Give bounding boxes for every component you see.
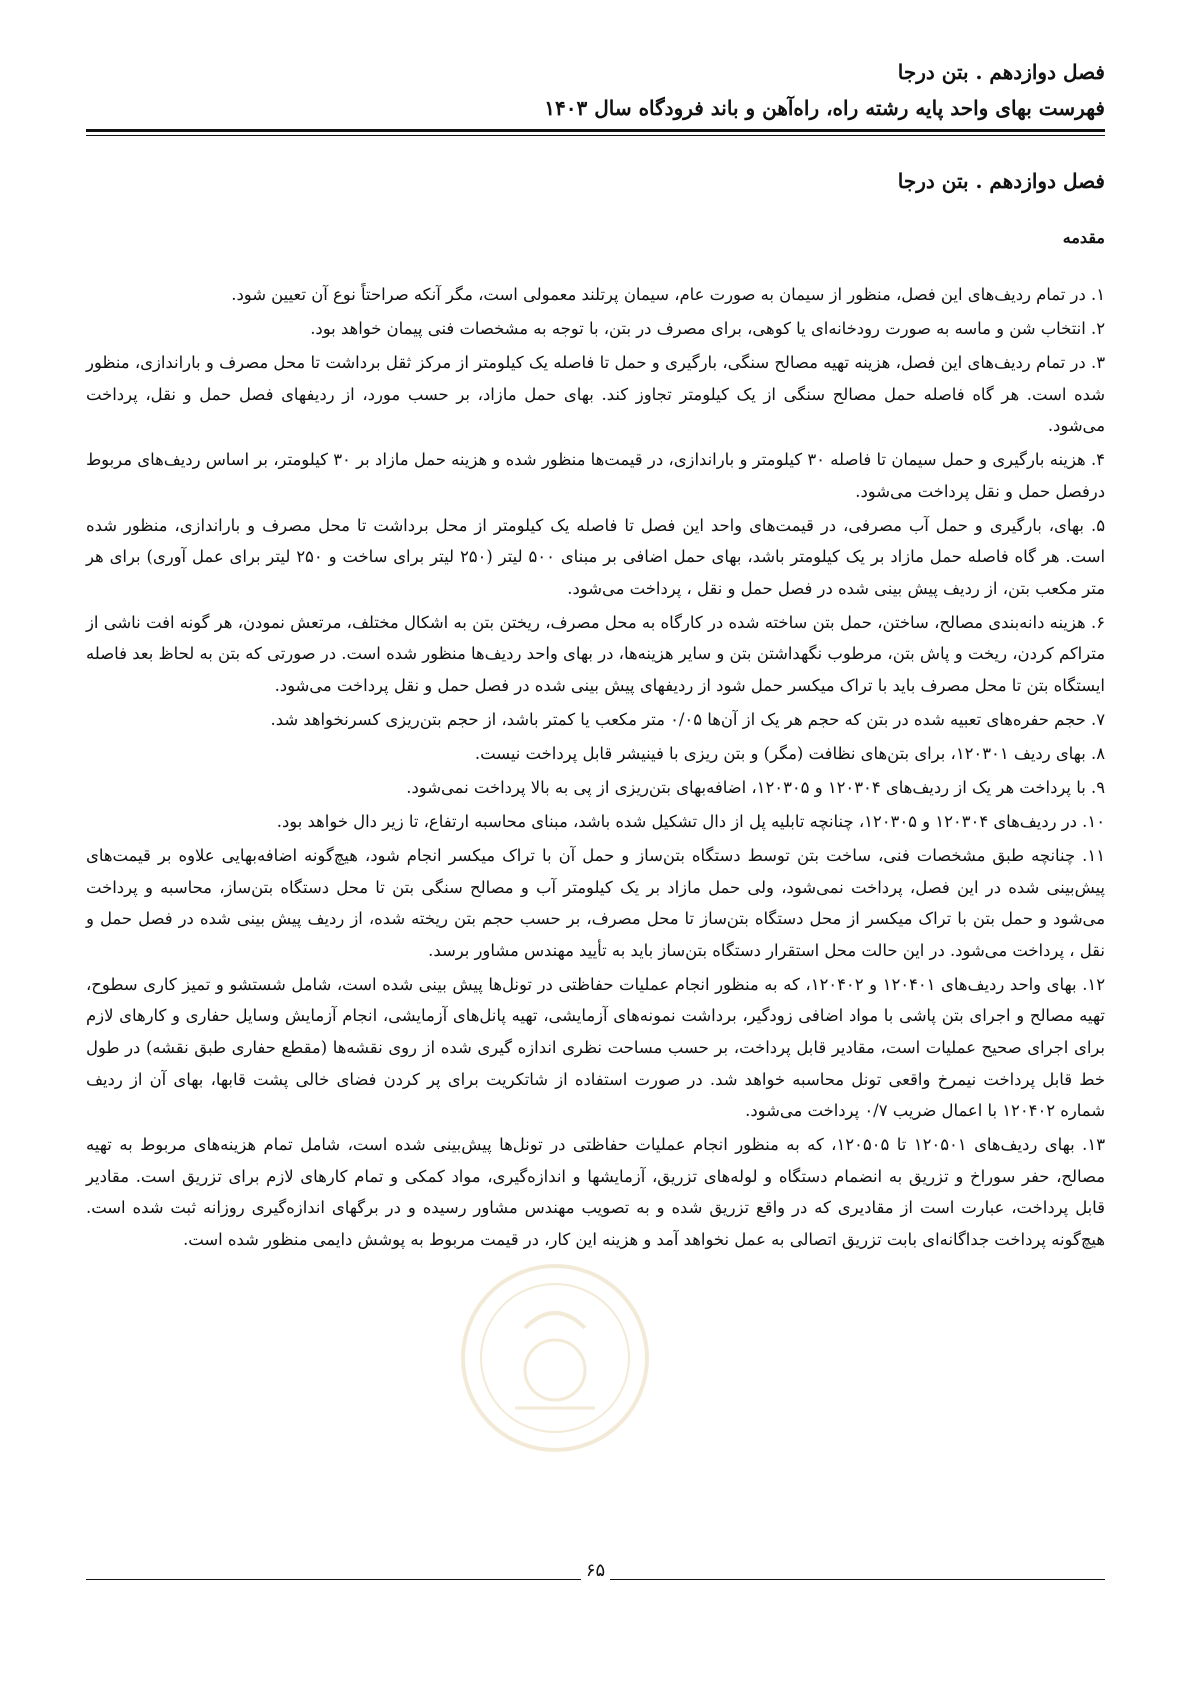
chapter-title: فصل دوازدهم . بتن درجا <box>897 169 1105 193</box>
paragraph-1: ۱. در تمام ردیف‌های این فصل، منظور از سیمان به صورت عام، سیمان پرتلند معمولی است، مگر آنکه صراحتاً نوع آن تعیین شود. <box>231 285 1105 304</box>
paragraph-10: ۱۰. در ردیف‌های ۱۲۰۳۰۴ و ۱۲۰۳۰۵، چنانچه تابلیه پل از دال تشکیل شده باشد، مبنای محاسبه ارتفاع، تا زیر دال خواهد بود. <box>276 812 1105 832</box>
running-header-catalog: فهرست بهای واحد پایه رشته راه، راه‌آهن و باند فرودگاه سال ۱۴۰۳ <box>544 96 1105 120</box>
header-rule-thick <box>86 129 1105 132</box>
running-header-chapter: فصل دوازدهم . بتن درجا <box>897 60 1105 84</box>
page-footer <box>86 1560 1105 1590</box>
body-text <box>86 279 1105 1258</box>
page-number: ۶۵ <box>585 1560 606 1581</box>
paragraph-12: ۱۲. بهای واحد ردیف‌های ۱۲۰۴۰۱ و ۱۲۰۴۰۲، که به منظور انجام عملیات حفاظتی در تونل‌ها پیش بینی شده است، شامل شستشو و تمیز کاری سطوح، تهیه مصالح و اجرای بتن پاشی با مواد اضافی زودگیر، برداشت نمونه‌های آزمایشی، تهیه پانل‌های آزمایشی، انجام آزمایش وسایل حفاری و کارهای لازم برای اجرای صحیح عملیات است، مقادیر قابل پرداخت، بر حسب مساحت نظری اندازه گیری شده از روی نقشه‌ها (مقطع حفاری طبق نقشه) در طول خط قابل پرداخت نیمرخ واقعی تونل محاسبه خواهد شد. در صورت استفاده از شاتکریت برای پر کردن فضای خالی پشت قابها، بهای آن از ردیف شماره ۱۲۰۴۰۲ با اعمال ضریب ۰/۷ پرداخت می‌شود. <box>86 974 1106 1121</box>
paragraph-8: ۸. بهای ردیف ۱۲۰۳۰۱، برای بتن‌های نظافت (مگر) و بتن ریزی با فینیشر قابل پرداخت نیست. <box>474 744 1105 764</box>
header-rule-thin <box>86 135 1105 136</box>
section-heading-introduction: مقدمه <box>1062 228 1105 247</box>
paragraph-11: ۱۱. چنانچه طبق مشخصات فنی، ساخت بتن توسط دستگاه بتن‌ساز و حمل آن با تراک میکسر انجام شود، هیچ‌گونه اضافه‌بهایی علاوه بر قیمت‌های پیش‌بینی شده در این فصل، پرداخت نمی‌شود، ولی حمل مازاد بر یک کیلومتر آب و مصالح سنگی بتن تا محل دستگاه بتن‌ساز، محاسبه و پرداخت می‌شود و حمل بتن با تراک میکسر از محل دستگاه بتن‌ساز تا محل مصرف، بر حسب حجم بتن ریخته شده، از ردیف پیش بینی شده در فصل حمل و نقل ، پرداخت می‌شود. در این حالت محل استقرار دستگاه بتن‌ساز باید به تأیید مهندس مشاور برسد. <box>86 846 1105 960</box>
paragraph-3: ۳. در تمام ردیف‌های این فصل، هزینه تهیه مصالح سنگی، بارگیری و حمل تا فاصله یک کیلومتر از مرکز ثقل برداشت تا محل مصرف و باراندازی، منظور شده است. هر گاه فاصله حمل مصالح سنگی از یک کیلومتر تجاوز کند. بهای حمل مازاد، بر حسب مورد، از ردیفهای فصل حمل و نقل، پرداخت می‌شود. <box>86 352 1105 436</box>
footer-rule-left <box>86 1579 581 1580</box>
paragraph-7: ۷. حجم حفره‌های تعبیه شده در بتن که حجم هر یک از آن‌ها ۰/۰۵ متر مکعب یا کمتر باشد، از حجم بتن‌ریزی کسرنخواهد شد. <box>270 710 1105 730</box>
paragraph-4: ۴. هزینه بارگیری و حمل سیمان تا فاصله ۳۰ کیلومتر و باراندازی، در قیمت‌ها منظور شده و هزینه حمل مازاد بر ۳۰ کیلومتر، بر اساس ردیف‌های مربوط درفصل حمل و نقل پرداخت می‌شود. <box>86 450 1105 501</box>
paragraph-13: ۱۳. بهای ردیف‌های ۱۲۰۵۰۱ تا ۱۲۰۵۰۵، که به منظور انجام عملیات حفاظتی در تونل‌ها پیش‌بینی شده است، شامل تمام هزینه‌های مربوط به تهیه مصالح، حفر سوراخ و تزریق به انضمام دستگاه و لوله‌های تزریق، آزمایشها و اندازه‌گیری، مواد کمکی و تمام کارهای لازم برای تزریق است. مقادیر قابل پرداخت، عبارت است از مقادیری که در واقع تزریق شده و به تصویب مهندس مشاور رسیده و در برگهای اندازه‌گیری روزانه ثبت شده است. هیچ‌گونه پرداخت جداگانه‌ای بابت تزریق اتصالی به عمل نخواهد آمد و هزینه این کار، در قیمت مربوط به پوشش دایمی منظور شده است. <box>86 1135 1105 1249</box>
paragraph-5: ۵. بهای، بارگیری و حمل آب مصرفی، در قیمت‌های واحد این فصل تا فاصله یک کیلومتر از محل برداشت تا محل مصرف و باراندازی، منظور شده است. هر گاه فاصله حمل مازاد بر یک کیلومتر باشد، بهای حمل اضافی بر مبنای ۵۰۰ لیتر (۲۵۰ لیتر برای ساخت و ۲۵۰ لیتر برای عمل آوری) برای هر متر مکعب بتن، از ردیف پیش بینی شده در فصل حمل و نقل ، پرداخت می‌شود. <box>86 515 1106 598</box>
paragraph-2: ۲. انتخاب شن و ماسه به صورت رودخانه‌ای یا کوهی، برای مصرف در بتن، با توجه به مشخصات فنی پیمان خواهد بود. <box>310 318 1105 338</box>
publisher-seal-watermark <box>455 1258 655 1458</box>
paragraph-6: ۶. هزینه دانه‌بندی مصالح، ساختن، حمل بتن ساخته شده در کارگاه به محل مصرف، ریختن بتن به اشکال مختلف، مرتعش نمودن، هر گونه افت ناشی از متراکم کردن، ریخت و پاش بتن، مرطوب نگهداشتن بتن و سایر هزینه‌ها، در بهای واحد ردیف‌ها منظور شده است. در صورتی که بتن به لحاظ بعد فاصله ایستگاه بتن تا محل مصرف باید با تراک میکسر حمل شود از ردیفهای پیش بینی شده در فصل حمل و نقل پرداخت می‌شود. <box>86 612 1105 696</box>
paragraph-9: ۹. با پرداخت هر یک از ردیف‌های ۱۲۰۳۰۴ و ۱۲۰۳۰۵، اضافه‌بهای بتن‌ریزی از پی به بالا پرداخت نمی‌شود. <box>406 778 1105 798</box>
